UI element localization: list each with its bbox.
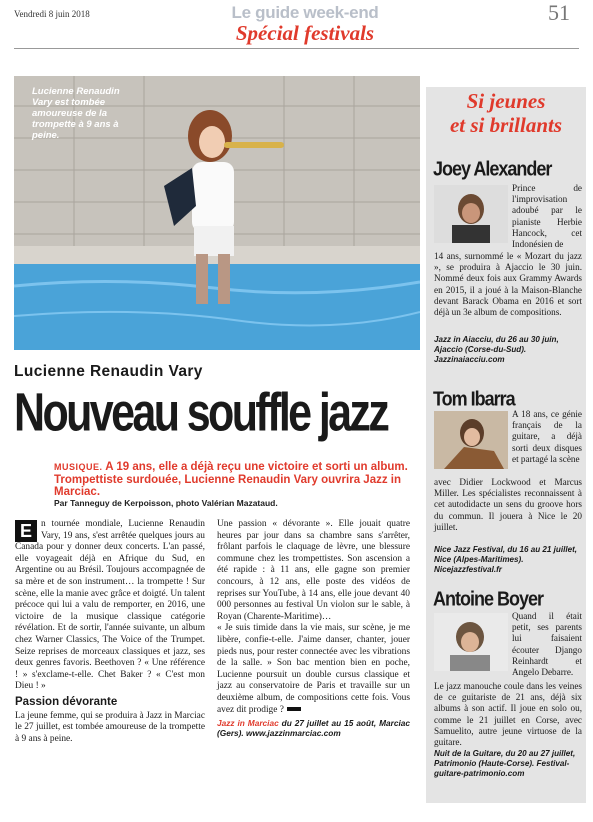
lead-text: A 19 ans, elle a déjà reçu une victoire et sorti un album. Trompettiste surdouée, Lucienne Renaudin Vary ouvrira Jazz in Marciac. <box>54 461 408 498</box>
event-name: Jazz in Marciac <box>217 718 279 729</box>
artist-event-info: Nuit de la Guitare, du 20 au 27 juillet, Patrimonio (Haute-Corse). Festival-guitare-patrimonio.com <box>434 749 576 779</box>
article-lead <box>54 461 409 499</box>
end-mark <box>287 707 301 711</box>
artist-text-cont: Le jazz manouche coule dans les veines de ce guitariste de 21 ans, déjà six albums à son actif. Il joue en solo ou, comme le 21 juillet en Corse, avec Samuelito, autre jeune virtuose de la guitare. <box>434 681 582 748</box>
lead-tag: MUSIQUE. <box>54 462 103 472</box>
paragraph <box>15 519 205 693</box>
sidebar-title: Si jeunes <box>466 89 546 113</box>
artist-name: Joey Alexander <box>433 157 552 180</box>
section-subtitle: Spécial festivals <box>235 21 375 45</box>
artist-photo <box>434 613 508 671</box>
sidebar-box <box>426 87 586 803</box>
artist-text: Quand il était petit, ses parents lui faisaient écouter Django Reinhardt et Angelo Debarre. <box>512 611 582 678</box>
byline: Par Tanneguy de Kerpoisson, photo Valérian Mazataud. <box>54 498 278 508</box>
artist-name: Tom Ibarra <box>433 387 515 410</box>
artist-text-cont: 14 ans, surnommé le « Mozart du jazz », se produira à Ajaccio le 30 juin. Nommé deux fois aux Grammy Awards en 2015, il a joué à la Maison-Blanche devant Barack Obama en 2016 et sort déjà un 3e album de compositions. <box>434 251 582 318</box>
article-column-2 <box>217 519 410 738</box>
subhead: Passion dévorante <box>15 695 118 708</box>
photo-caption: Lucienne Renaudin Vary est tombée amoureuse de la trompette à 9 ans à peine. <box>32 86 120 141</box>
page-number: 51 <box>548 0 570 25</box>
paragraph <box>217 623 410 716</box>
artist-photo <box>434 411 508 469</box>
artist-text-cont: avec Didier Lockwood et Marcus Miller. Les spécialistes reconnaissent à cet autodidacte un sens du groove hors du commun. Il jouera à Nice le 20 juillet. <box>434 477 582 532</box>
paragraph-text: n tournée mondiale, Lucienne Renaudin Vary, 19 ans, s'est arrêtée quelques jours au Canada pour y donner deux concerts. L'an passé, elle voyageait déjà en Afrique du Sud, en Argentine ou au Brésil. Toujours accompagnée de sa mère et de son instrument… la trompette ! Sur scène, elle la manie avec grâce et doigté. Un talent précoce qui lui a valu de remporter, en 2016, une victoire de la musique classique catégorie révélation. Et de sortir, l'année suivante, un album chez Warner Classics, The Voice of the Trumpet. Seize reprises de morceaux classiques et jazz, ses deux genres favoris. Beethoven ? « Une référence ! » s'exclame-t-elle. Chet Baker ? « C'est mon Dieu ! » <box>15 519 205 692</box>
section-title: Le guide week-end <box>231 3 379 22</box>
article-column-1 <box>15 519 205 745</box>
drop-cap: E <box>15 520 37 542</box>
artist-name: Antoine Boyer <box>433 587 544 610</box>
main-photo <box>14 76 420 350</box>
sidebar-title-line2: et si brillants <box>449 113 563 137</box>
artist-event-info: Nice Jazz Festival, du 16 au 21 juillet, Nice (Alpes-Maritimes). Nicejazzfestival.fr <box>434 545 578 575</box>
artist-text: A 18 ans, ce génie français de la guitare, a déjà sorti deux disques et partagé la scène <box>512 409 582 464</box>
event-details: du 27 juillet au 15 août, Marciac (Gers). www.jazzinmarciac.com <box>217 718 410 739</box>
paragraph: Une passion « dévorante ». Elle jouait quatre heures par jour dans sa chambre sans s'arrêter, frôlant parfois le claquage de lèvre, une blessure commune chez les trompettistes. Son ascension a été rapide : à 11 ans, elle gagne son premier concours, à 12 ans, elle poste des vidéos de reprises sur YouTube, à 14 ans, elle joue devant 40 000 personnes au festival Un violon sur le sable, à Royan (Charente-Maritime)… <box>217 519 410 622</box>
article-kicker: Lucienne Renaudin Vary <box>14 363 203 380</box>
issue-date: Vendredi 8 juin 2018 <box>14 9 90 19</box>
header-rule <box>14 48 579 49</box>
artist-text: Prince de l'improvisation adoubé par le pianiste Herbie Hancock, cet Indonésien de <box>512 183 582 250</box>
artist-photo <box>434 185 508 243</box>
event-info <box>217 718 410 738</box>
paragraph: La jeune femme, qui se produira à Jazz in Marciac le 27 juillet, est tombée amoureuse de la trompette à 9 ans à peine. <box>15 710 205 744</box>
article-headline: Nouveau souffle jazz <box>14 383 388 443</box>
artist-event-info: Jazz in Aiacciu, du 26 au 30 juin, Ajaccio (Corse-du-Sud). Jazzinaiacciu.com <box>434 335 559 365</box>
paragraph-text: « Je suis timide dans la vie mais, sur scène, je me libère, confie-t-elle. J'aime danser, chanter, jouer pieds nus, pour rester connectée avec les vibrations de la salle. » Son bac mention bien en poche, Lucienne poursuit un double cursus classique et jazz au conservatoire de Paris et travaille sur un deuxième album, de compositions cette fois. Vous avez dit prodige ? <box>217 623 410 715</box>
